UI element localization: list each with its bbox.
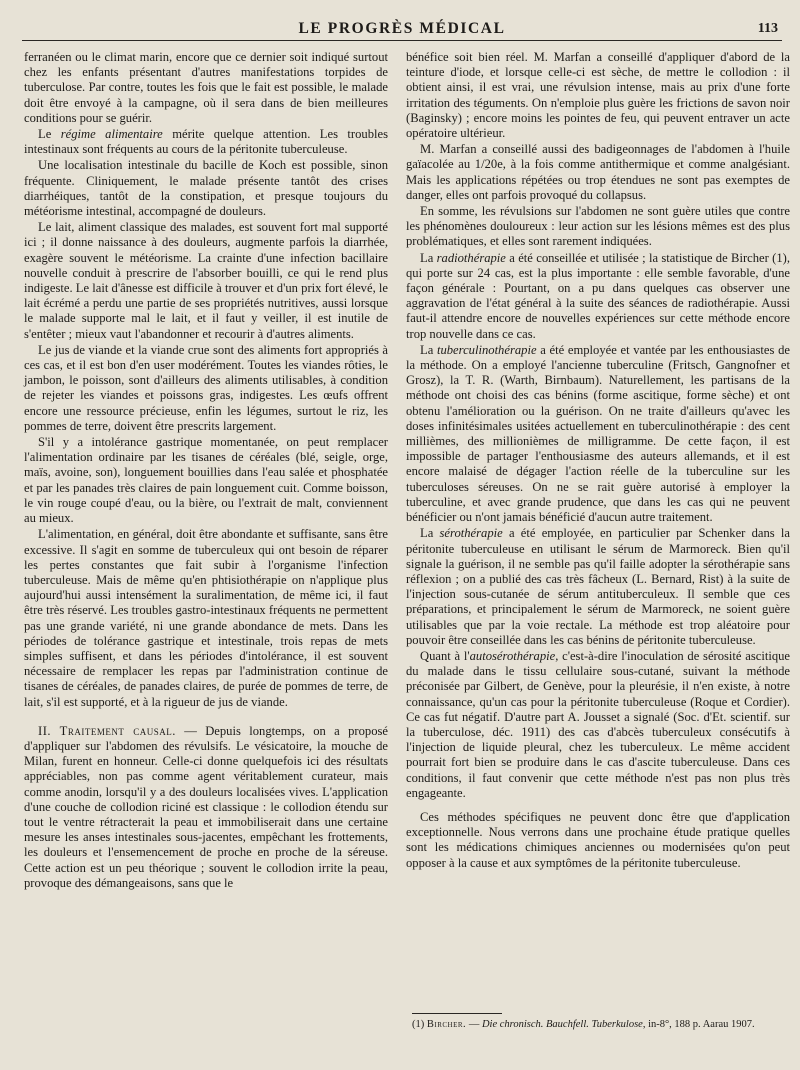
paragraph: Ces méthodes spécifiques ne peuvent donc être que d'application exceptionnelle. Nous verrons dans une prochaine étude pratique quelles sont les médications chimiques anciennes ou modernisées qu'on peut opposer à la cause et aux symptômes de la péritonite tuberculeuse. xyxy=(406,809,790,870)
page-number: 113 xyxy=(757,21,778,36)
paragraph-lead: La xyxy=(420,342,437,357)
paragraph: Le lait, aliment classique des malades, est souvent fort mal supporté ici ; il donne naissance à des douleurs, augmente parfois la diarrhée, exagère souvent le météorisme. La crainte d'une infection bacillaire nouvelle conduit à prescrire de l'absorber bouilli, ce qui le rend plus indigeste. Le lait d'ânesse est difficile à trouver et d'un prix fort élevé, le lait écrémé a perdu une partie de ses propriétés nutritives, aussi lorsque le malade supporte mal le lait, et il faut y veiller, il est inutile de s'entêter ; mieux vaut l'abandonner et recourir à d'autres aliments. xyxy=(24,220,388,341)
journal-title: LE PROGRÈS MÉDICAL xyxy=(298,20,506,37)
footnote-divider xyxy=(412,1013,502,1014)
paragraph xyxy=(24,127,388,157)
paragraph-lead: Le xyxy=(38,127,61,142)
left-column xyxy=(24,50,388,891)
footnote xyxy=(412,1018,788,1031)
section-paragraph xyxy=(24,724,388,891)
paragraph-text: , c'est-à-dire l'inoculation de sérosité ascitique du malade dans le tissu cellulaire sous-cutané, suivant la méthode préconisée par Gilbert, de Genève, pour la pleurésie, il n'en existe, à notre connaissance, qu'un cas pour la péritonite tuberculeuse (Roque et Cordier). Ce cas fut négatif. D'autre part A. Jousset a signalé (Soc. d'Et. scientif. sur la tuberculose, déc. 1911) des cas d'abcès tuberculeux consécutifs à l'injection de liquide pleural, chez les tuberculeux. Le même accident pourrait fort bien se produire dans le cas d'ascite tuberculeuse. Dans ces conditions, il faut convenir que cette méthode n'est pas non plus très engageante. xyxy=(406,648,791,800)
footnote-details: , in-8°, 188 p. Aarau 1907. xyxy=(642,1019,755,1030)
paragraph xyxy=(406,526,790,648)
italic-term: régime alimentaire xyxy=(60,127,163,142)
paragraph xyxy=(406,251,790,342)
italic-term: sérothérapie xyxy=(439,526,503,541)
footnote-author: Bircher. xyxy=(426,1019,467,1030)
paragraph-text: mérite quelque attention. Les troubles intestinaux sont fréquents au cours de la péritonite tuberculeuse. xyxy=(24,127,388,157)
paragraph: bénéfice soit bien réel. M. Marfan a conseillé d'appliquer d'abord de la teinture d'iode, et lorsque celle-ci est sèche, de mettre le collodion : il obtient ainsi, il est vrai, une révulsion intense, mais au prix d'une forte irritation des téguments. On n'emploie plus guère les frictions de savon noir (Baginsky) ; encore moins les pointes de feu, qui peuvent entraver un acte opératoire ultérieur. xyxy=(406,50,790,141)
section-heading: II. Traitement causal. xyxy=(38,723,176,738)
paragraph: En somme, les révulsions sur l'abdomen ne sont guère utiles que contre les phénomènes douloureux : leur action sur les lésions mêmes est des plus problématiques, et elles sont rarement indiquées. xyxy=(406,204,790,249)
paragraph: S'il y a intolérance gastrique momentanée, on peut remplacer l'alimentation ordinaire par les tisanes de céréales (blé, seigle, orge, maïs, avoine, son), longuement bouillies dans l'eau salée et phosphatée et par les panades très claires de pain longuement cuit. Comme boisson, le vin rouge coupé d'eau, ou la bière, ou l'extrait de malt, conviennent au mieux. xyxy=(24,435,388,526)
paragraph-text: — Depuis longtemps, on a proposé d'appliquer sur l'abdomen des révulsifs. Le vésicatoire, la mouche de Milan, furent en honneur. Celle-ci donne quelquefois ici des résultats appréciables, non pas comme agent véritablement curateur, mais comme anodin, lorsqu'il y a des douleurs localisées vives. L'application d'une couche de collodion riciné est classique : le collodion étendu sur tout le ventre rétracterait la peau et immobiliserait dans une certaine mesure les anses intestinales sous-jacentes, empêchant les frottements, les douleurs et l'ensemencement de proche en proche de la séreuse. Cette action est un peu théorique ; souvent le collodion irrite la peau, provoque des démangeaisons, sans que le xyxy=(24,723,388,890)
italic-term: autosérothérapie xyxy=(469,648,556,663)
footnote-marker: (1) xyxy=(412,1019,427,1030)
paragraph-text: a été employée et vantée par les enthousiastes de la méthode. On a employé l'ancienne tuberculine (Fritsch, Gangnofner et Grosz), la T. R. (Warth, Birnbaum). Naturellement, les partisans de la méthode ont choisi des cas bénins (forme ascitique, forme sèche) et ont obtenu l'amélioration ou la guérison. On ne traite d'ailleurs qu'avec les doses infinitésimales usitées actuellement en tuberculinothérapie : des cent millièmes, des millionièmes de milligramme. De cette façon, il est impossible de partager l'enthousiasme des auteurs allemands, et il est encore malaisé de dégager l'action réelle de la tuberculine sur les tuberculoses séreuses. On ne se rait guère autorisé à employer la tuberculine, et avec grande prudence, que dans les cas qui ne peuvent bénéficier ou n'ont jamais bénéficié d'aucun autre traitement. xyxy=(406,342,790,525)
paragraph: M. Marfan a conseillé aussi des badigeonnages de l'abdomen à l'huile gaïacolée au 1/20e, à la fois comme antithermique et comme analgésiant. Mais les applications répétées ou trop étendues ne sont pas exemptes de danger, elles ont parfois provoqué du collapsus. xyxy=(406,142,790,202)
paragraph: Une localisation intestinale du bacille de Koch est possible, sinon fréquente. Cliniquement, le malade présente tantôt des crises diarrhéiques, tantôt de la constipation, et presque toujours du météorisme intestinal, accompagné de douleurs. xyxy=(24,158,388,219)
paragraph-text: a été conseillée et utilisée ; la statistique de Bircher (1), qui porte sur 24 cas, est la plus importante : elle semble favorable, d'une façon générale : Pourtant, on a pu dans quelques cas observer une aggravation de l'état général à la suite des séances de radiothérapie. Aussi faut-il attendre encore de nouvelles expériences sur cette méthode encore trop nouvelle dans ce cas. xyxy=(406,250,790,341)
paragraph: ferranéen ou le climat marin, encore que ce dernier soit indiqué surtout chez les enfants présentant d'autres manifestations torpides de tuberculose. Par contre, toutes les fois que le fait est possible, le malade doit être envoyé à la campagne, où il sera dans de bien meilleures conditions pour se guérir. xyxy=(24,50,388,125)
italic-term: tuberculinothérapie xyxy=(436,342,537,357)
footnote-dash: — xyxy=(466,1019,482,1030)
paragraph-lead: La xyxy=(420,250,437,265)
italic-term: radiothérapie xyxy=(436,250,506,265)
paragraph-lead: La xyxy=(420,526,440,541)
paragraph xyxy=(406,343,790,525)
paragraph xyxy=(406,649,790,801)
right-column xyxy=(406,50,790,871)
footnote-title: Die chronisch. Bauchfell. Tuberkulose xyxy=(481,1019,643,1030)
paragraph: L'alimentation, en général, doit être abondante et suffisante, sans être excessive. Il s'agit en somme de tuberculeux qui ont besoin de réparer les pertes constantes que fait subir à l'organisme l'infection tuberculeuse. Mais de même qu'en phtisiothérapie on n'applique plus aujourd'hui aussi intensément la suralimentation, de même ici, il faut être très réservé. Les troubles gastro-intestinaux fréquents ne permettent pas une grande variété, ni une grande abondance de mets. Dans les périodes de tolérance gastrique et intestinale, trois repas de mets simples suffisent, et dans les périodes d'intolérance, il est souvent nécessaire de remplacer les repas par l'administration continue de tisanes de céréales, de panades claires, de purée de pommes de terre, de lait, s'il est supporté, et à la rigueur de jus de viande. xyxy=(24,527,388,709)
page-header xyxy=(22,18,782,41)
paragraph: Le jus de viande et la viande crue sont des aliments fort appropriés à ces cas, et il est bon d'en user modérément. Toutes les viandes rôties, le jambon, le poisson, sont d'ailleurs des aliments utilisables, à condition de rejeter les viandes et poissons gras, indigestes. Les œufs offrent encore une ressource précieuse, enfin les légumes, surtout le riz, les pommes de terre, doivent être prescrits largement. xyxy=(24,342,388,433)
paragraph-lead: Quant à l' xyxy=(420,648,470,663)
paragraph-text: a été employée, en particulier par Schenker dans la péritonite tuberculeuse en utilisant le sérum de Marmoreck. Bien qu'il signale la guérison, il ne semble pas qu'il faille adopter la sérothérapie sans réflexion ; on a publié des cas très fâcheux (L. Bernard, Rist) à la suite de l'injection sous-cutanée de sérum antituberculeux. Il semble que ces préparations, et principalement le sérum de Marmoreck, ne soient guère utilisables que par la voie rectale. La méthode est trop aléatoire pour pouvoir être conseillée dans les cas bénins de péritonite tuberculeuse. xyxy=(406,526,791,647)
